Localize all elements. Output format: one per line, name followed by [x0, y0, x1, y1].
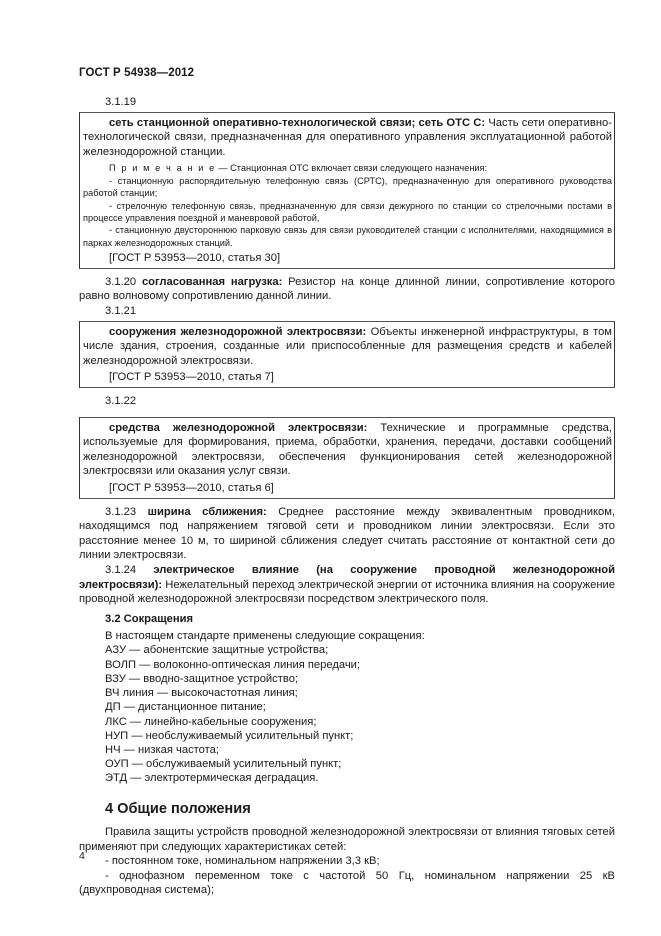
term-definition: Нежелательный переход электрической энергии от источника влияния на сооружение проводной железнодорожной электросвязи посредством электрического поля. [79, 578, 615, 606]
term-definition: Объекты инженерной инфраструктуры, в том числе здания, строения, созданные или приспособленные для размещения средств и кабелей железнодорожной электросвязи. [83, 325, 612, 367]
clause-number-3-1-21: 3.1.21 [105, 305, 137, 317]
term-name: электрическое влияние (на сооружение проводной железнодорожной электросвязи): [79, 563, 615, 591]
abbreviation-item: ОУП — обслуживаемый усилительный пункт; [105, 758, 342, 771]
abbreviation-item: НЧ — низкая частота; [105, 743, 219, 756]
abbreviation-item: ВЧ линия — высокочастотная линия; [105, 687, 298, 700]
term-box-3-1-21 [79, 321, 615, 388]
clause-number-3-1-24: 3.1.24 [105, 563, 137, 576]
abbreviation-item: АЗУ — абонентские защитные устройства; [105, 644, 329, 657]
source-reference: [ГОСТ Р 53953—2010, статья 30] [109, 252, 281, 265]
clause-number-3-1-19: 3.1.19 [105, 96, 137, 108]
term-name: согласованная нагрузка: [141, 275, 283, 288]
note-intro [83, 162, 612, 174]
page-content [79, 95, 615, 898]
source-reference: [ГОСТ Р 53953—2010, статья 7] [109, 371, 274, 384]
note-title: П р и м е ч а н и е [109, 163, 216, 174]
section-heading-4: 4 Общие положения [105, 800, 251, 817]
term-name: средства железнодорожной электросвязи: [109, 421, 368, 434]
term-definition: Среднее расстояние между эквивалентным проводником, находящимся под напряжением тяговой сети и проводником линии электросвязи. Если это расстояние менее 10 м, то шириной сближения следует считать расстояние от контактной сети до линии электросвязи. [79, 505, 615, 562]
note-item-2: - стрелочную телефонную связь, предназначенную для связи дежурного по станции со стрелочными постами в процессе управления поездной и маневровой работой, [83, 200, 612, 223]
clause-number-3-1-20: 3.1.20 [105, 275, 137, 288]
term-box-3-1-22 [79, 417, 615, 499]
note-block [83, 162, 612, 249]
page-number: 4 [79, 850, 85, 862]
note-item-3: - станционную двустороннюю парковую связь для связи руководителей станции с исполнителями, находящимися в парках железнодорожных станций. [83, 225, 612, 248]
term-entry-3-1-22 [83, 421, 612, 479]
abbreviation-item: ЭТД — электротермическая деградация. [105, 772, 319, 785]
clause-number-3-1-22: 3.1.22 [105, 394, 137, 407]
term-entry-3-1-24 [79, 563, 615, 607]
abbreviation-item: НУП — необслуживаемый усилительный пункт; [105, 729, 354, 742]
document-header: ГОСТ Р 54938—2012 [79, 67, 195, 79]
section-4-list-item: - постоянном токе, номинальном напряжении 3,3 кВ; [105, 855, 380, 868]
section-heading-3-2: 3.2 Сокращения [105, 612, 194, 625]
clause-number-3-1-23: 3.1.23 [105, 505, 137, 518]
term-definition: Часть сети оперативно-технологической связи, предназначенная для оперативного управления эксплуатационной работой железнодорожной станции. [83, 116, 612, 158]
term-entry-3-1-23 [79, 505, 615, 563]
term-definition: Резистор на конце длинной линии, сопротивление которого равно волновому сопротивлению данной линии. [79, 275, 615, 303]
term-entry-3-1-20 [79, 275, 615, 304]
abbreviations-list [79, 643, 615, 785]
source-reference: [ГОСТ Р 53953—2010, статья 6] [109, 481, 274, 494]
term-entry-3-1-19 [83, 116, 612, 160]
abbreviation-item: ЛКС — линейно-кабельные сооружения; [105, 715, 317, 728]
abbreviations-intro: В настоящем стандарте применены следующие сокращения: [105, 630, 425, 643]
section-4-paragraph: Правила защиты устройств проводной железнодорожной электросвязи от влияния тяговых сетей применяют при следующих характеристиках сетей: [79, 826, 615, 853]
term-box-3-1-19 [79, 112, 615, 269]
term-definition: Технические и программные средства, используемые для формирования, приема, обработки, хранения, передачи, доставки сообщений железнодорожной электросвязи, обеспечения функционирования сетей железнодорожной электросвязи или оказания услуг связи. [83, 421, 612, 478]
term-name: сооружения железнодорожной электросвязи: [109, 325, 367, 338]
term-name: сеть станционной оперативно-технологической связи; сеть ОТС С: [109, 116, 486, 129]
note-item-1: - станционную распорядительную телефонную связь (СРТС), предназначенную для оперативного руководства работой станции; [83, 175, 612, 199]
section-4-list-item: - однофазном переменном токе с частотой 50 Гц, номинальном напряжении 25 кВ (двухпроводная система); [79, 869, 615, 897]
note-intro-text: — Станционная ОТС включает связи следующего назначения: [215, 163, 488, 174]
term-name: ширина сближения: [147, 505, 267, 518]
abbreviation-item: ВЗУ — вводно-защитное устройство; [105, 672, 299, 685]
abbreviation-item: ВОЛП — волоконно-оптическая линия передачи; [105, 658, 361, 671]
abbreviation-item: ДП — дистанционное питание; [105, 701, 266, 714]
term-entry-3-1-21 [83, 325, 612, 369]
